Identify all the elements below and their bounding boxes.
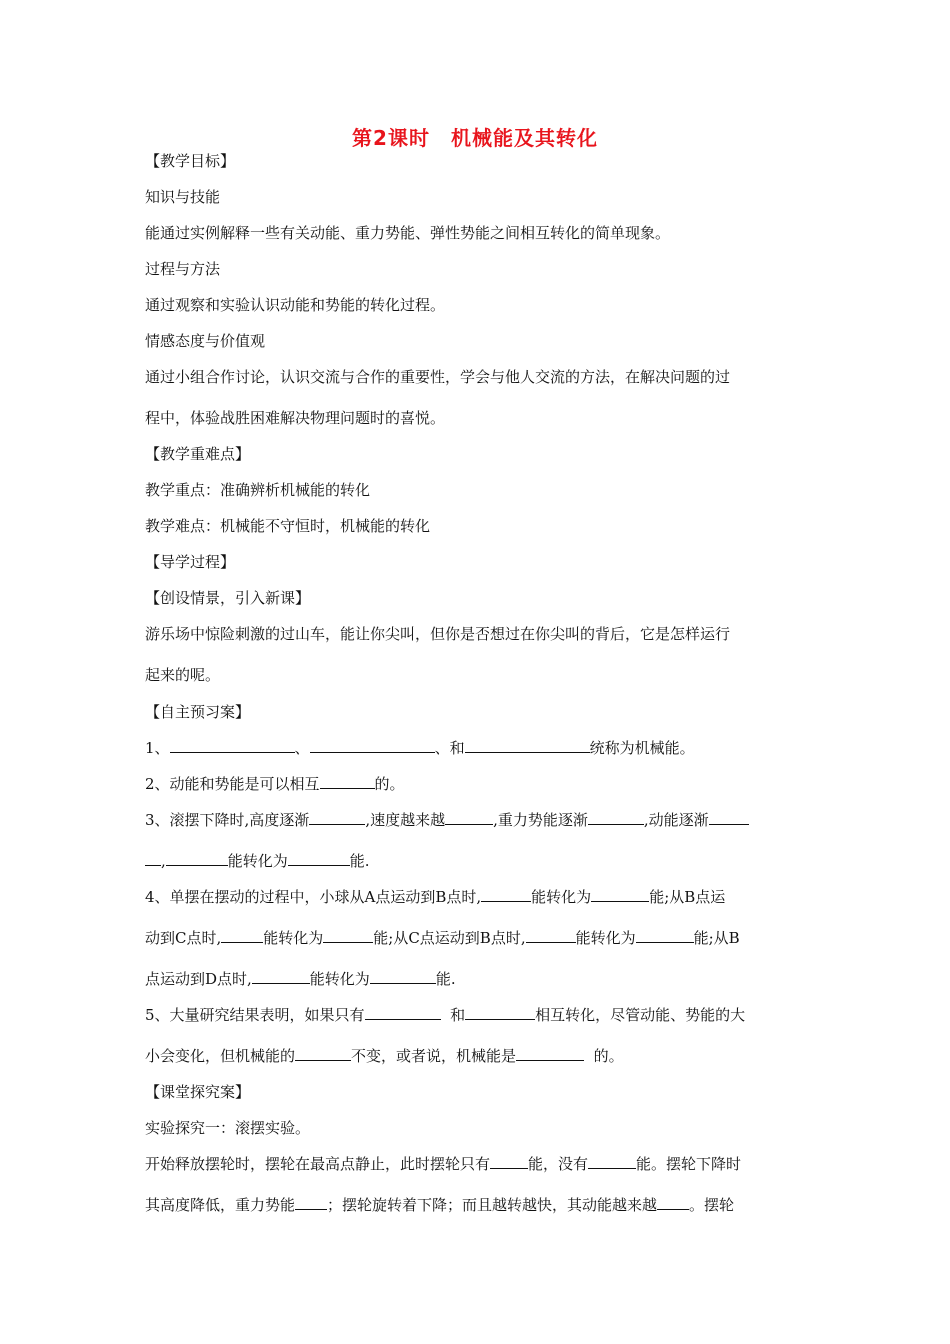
intro-text-line1: 游乐场中惊险刺激的过山车，能让你尖叫，但你是否想过在你尖叫的背后，它是怎样运行 bbox=[145, 625, 731, 643]
answer-blank[interactable] bbox=[591, 887, 649, 902]
answer-blank[interactable] bbox=[295, 1195, 327, 1210]
answer-blank[interactable] bbox=[365, 1005, 441, 1020]
emotion-text-line1: 通过小组合作讨论，认识交流与合作的重要性，学会与他人交流的方法，在解决问题的过 bbox=[145, 368, 731, 386]
answer-blank[interactable] bbox=[310, 738, 435, 753]
experiment-1-title: 实验探究一：滚摆实验。 bbox=[145, 1119, 311, 1137]
answer-blank[interactable] bbox=[481, 887, 531, 902]
answer-blank[interactable] bbox=[636, 928, 694, 943]
page-title: 第2课时 机械能及其转化 bbox=[352, 126, 598, 150]
answer-blank[interactable] bbox=[170, 738, 295, 753]
answer-blank[interactable] bbox=[526, 928, 576, 943]
question-5-line1: 5、大量研究结果表明，如果只有 和 相互转化，尽管动能、势能的大 bbox=[145, 1006, 746, 1024]
question-2: 2、动能和势能是可以相互 的。 bbox=[145, 775, 405, 793]
intro-header: 【创设情景，引入新课】 bbox=[145, 589, 311, 607]
answer-blank[interactable] bbox=[288, 851, 350, 866]
question-3-line1: 3、滚摆下降时,高度逐渐 ,速度越来越 ,重力势能逐渐 ,动能逐渐 bbox=[145, 810, 810, 830]
answer-blank[interactable] bbox=[588, 810, 644, 825]
question-4-line2: 动到C点时, 能转化为 能;从C点运动到B点时, 能转化为 能;从B bbox=[145, 929, 740, 947]
question-1: 1、 、 、和 统称为机械能。 bbox=[145, 739, 695, 757]
answer-blank[interactable] bbox=[657, 1195, 689, 1210]
answer-blank[interactable] bbox=[323, 928, 373, 943]
question-3-line2: , 能转化为 能. bbox=[145, 851, 810, 871]
guide-header: 【导学过程】 bbox=[145, 553, 236, 571]
emotion-header: 情感态度与价值观 bbox=[145, 332, 266, 350]
knowledge-text: 能通过实例解释一些有关动能、重力势能、弹性势能之间相互转化的简单现象。 bbox=[145, 224, 671, 242]
answer-blank[interactable] bbox=[252, 969, 310, 984]
preview-header: 【自主预习案】 bbox=[145, 703, 251, 721]
explore-header: 【课堂探究案】 bbox=[145, 1083, 251, 1101]
question-5-line2: 小会变化，但机械能的 不变，或者说，机械能是 的。 bbox=[145, 1047, 624, 1065]
intro-text-line2: 起来的呢。 bbox=[145, 666, 221, 684]
answer-blank[interactable] bbox=[370, 969, 436, 984]
process-header: 过程与方法 bbox=[145, 260, 221, 278]
answer-blank[interactable] bbox=[221, 928, 263, 943]
answer-blank[interactable] bbox=[320, 774, 375, 789]
experiment-1-text-line1: 开始释放摆轮时，摆轮在最高点静止，此时摆轮只有 能，没有 能。摆轮下降时 bbox=[145, 1155, 742, 1173]
goals-header: 【教学目标】 bbox=[145, 152, 236, 170]
knowledge-header: 知识与技能 bbox=[145, 188, 221, 206]
question-4-line3: 点运动到D点时, 能转化为 能. bbox=[145, 970, 456, 988]
answer-blank[interactable] bbox=[145, 851, 161, 866]
key-point: 教学重点：准确辨析机械能的转化 bbox=[145, 481, 371, 499]
difficult-point: 教学难点：机械能不守恒时，机械能的转化 bbox=[145, 517, 431, 535]
answer-blank[interactable] bbox=[465, 738, 590, 753]
answer-blank[interactable] bbox=[465, 1005, 535, 1020]
emotion-text-line2: 程中，体验战胜困难解决物理问题时的喜悦。 bbox=[145, 409, 446, 427]
answer-blank[interactable] bbox=[490, 1154, 528, 1169]
answer-blank[interactable] bbox=[516, 1046, 584, 1061]
answer-blank[interactable] bbox=[309, 810, 365, 825]
answer-blank[interactable] bbox=[166, 851, 228, 866]
answer-blank[interactable] bbox=[445, 810, 493, 825]
question-4-line1: 4、单摆在摆动的过程中，小球从A点运动到B点时, 能转化为 能;从B点运 bbox=[145, 888, 726, 906]
answer-blank[interactable] bbox=[709, 810, 749, 825]
answer-blank[interactable] bbox=[295, 1046, 351, 1061]
experiment-1-text-line2: 其高度降低，重力势能 ；摆轮旋转着下降；而且越转越快，其动能越来越 。摆轮 bbox=[145, 1196, 735, 1214]
process-text: 通过观察和实验认识动能和势能的转化过程。 bbox=[145, 296, 446, 314]
key-difficult-header: 【教学重难点】 bbox=[145, 445, 251, 463]
answer-blank[interactable] bbox=[588, 1154, 636, 1169]
